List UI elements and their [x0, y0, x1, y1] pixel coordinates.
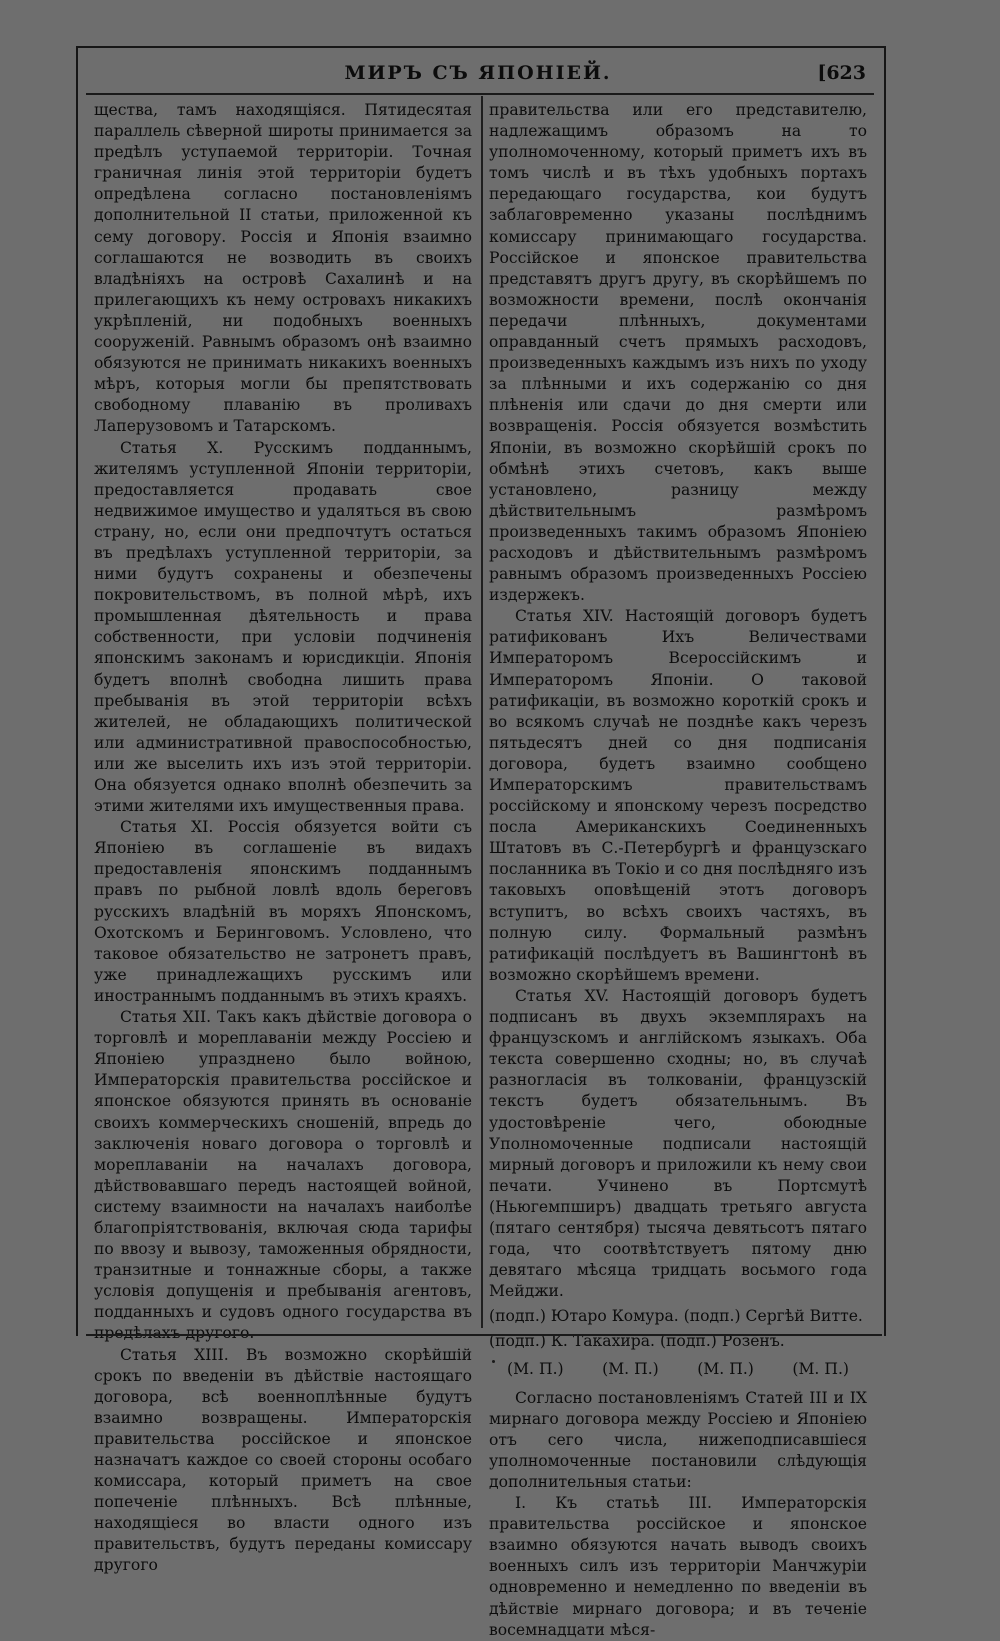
article-13-continuation: правительства или его представителю, надлежащимъ образомъ на то уполномоченному, который приметъ ихъ въ томъ числѣ и въ тѣхъ удобныхъ портахъ передающаго государства, кои будутъ заблаговременно указаны послѣднимъ комиссару принимающаго государства. Россійское и японское правительства представятъ другъ другу, въ скорѣйшемъ по возможности времени, послѣ окончанія передачи плѣнныхъ, документами оправданный счетъ прямыхъ расходовъ, произведенныхъ каждымъ изъ нихъ по уходу за плѣнными и ихъ содержанію со дня плѣненія или сдачи до дня смерти или возвращенія. Россія обязуется возмѣстить Японіи, въ возможно скорѣйшій срокъ по обмѣнѣ этихъ счетовъ, какъ выше установлено, разницу между дѣйствительнымъ размѣромъ произведенныхъ такимъ образомъ Японіею расходовъ и дѣйствительнымъ размѣромъ равнымъ образомъ произведенныхъ Россіею издержекъ. — [489, 101, 867, 605]
right-column — [489, 100, 867, 1639]
print-speck — [492, 1360, 495, 1363]
page-number: [623 — [817, 62, 866, 84]
article-13: Статья XIII. Въ возможно скорѣйшій срокъ по введеніи въ дѣйствіе настоящаго договора, всѣ военноплѣнные будутъ взаимно возвращены. Императорскія правительства россійское и японское назначатъ каждое со своей стороны особаго комиссара, который приметъ на свое попеченіе плѣнныхъ. Всѣ плѣнные, находящіеся во власти одного изъ правительствъ, будутъ переданы комиссару другого — [94, 1345, 472, 1575]
left-column — [94, 100, 472, 1575]
article-14: Статья XIV. Настоящій договоръ будетъ ратификованъ Ихъ Величествами Императоромъ Всероссійскимъ и Императоромъ Японіи. О таковой ратификаціи, въ возможно короткій срокъ и во всякомъ случаѣ не позднѣе какъ черезъ пятьдесятъ дней со дня подписанія договора, будетъ взаимно сообщено Императорскимъ правительствамъ россійскому и японскому черезъ посредство посла Американскихъ Соединенныхъ Штатовъ въ С.-Петербургѣ и французскаго посланника въ Токіо и со дня послѣдняго изъ таковыхъ оповѣщеній этотъ договоръ вступитъ, во всѣхъ своихъ частяхъ, въ полную силу. Формальный размѣнъ ратификацій послѣдуетъ въ Вашингтонѣ въ возможно скорѣйшемъ времени. — [489, 607, 867, 984]
seal-mark: (М. П.) — [507, 1359, 564, 1378]
seal-row — [507, 1359, 849, 1380]
seal-mark: (М. П.) — [697, 1359, 754, 1378]
article-11: Статья XI. Россія обязуется войти съ Японіею въ соглашеніе въ видахъ предоставленія японскимъ подданнымъ правъ по рыбной ловлѣ вдоль береговъ русскихъ владѣній въ моряхъ Японскомъ, Охотскомъ и Беринговомъ. Условлено, что таковое обязательство не затронетъ правъ, уже принадлежащихъ русскимъ или иностраннымъ подданнымъ въ этихъ краяхъ. — [94, 818, 472, 1005]
seal-mark: (М. П.) — [792, 1359, 849, 1378]
signature-line-1: (подп.) Ютаро Комура. (подп.) Сергѣй Витте. — [489, 1307, 863, 1326]
supplementary-article-1: I. Къ статьѣ III. Императорскія правительства россійское и японское взаимно обязуются начать выводъ своихъ военныхъ силъ изъ территоріи Манчжуріи одновременно и немедленно по введеніи въ дѣйствіе мирнаго договора; и въ теченіе восемнадцати мѣся- — [489, 1494, 867, 1639]
signature-line-2: (подп.) К. Такахира. (подп.) Розенъ. — [489, 1332, 785, 1351]
supplementary-intro: Согласно постановленіямъ Статей III и IX мирнаго договора между Россіею и Японіею отъ сего числа, нижеподписавшіеся уполномоченные постановили слѣдующія дополнительныя статьи: — [489, 1388, 867, 1491]
article-12: Статья XII. Такъ какъ дѣйствіе договора о торговлѣ и мореплаваніи между Россіею и Японіею упразднено было войною, Императорскія правительства россійское и японское обязуются принять въ основаніе своихъ коммерческихъ сношеній, впредь до заключенія новаго договора о торговлѣ и мореплаваніи на началахъ договора, дѣйствовавшаго передъ настоящей войной, систему взаимности на началахъ наиболѣе благопріятствованія, включая сюда тарифы по ввозу и вывозу, таможенныя обрядности, транзитные и тоннажные сборы, а также условія допущенія и пребыванія агентовъ, подданныхъ и судовъ одного государства въ предѣлахъ другого. — [94, 1008, 472, 1343]
header-rule — [86, 93, 874, 95]
seal-mark: (М. П.) — [602, 1359, 659, 1378]
running-title: МИРЪ СЪ ЯПОНІЕЙ. — [344, 62, 612, 84]
column-divider — [481, 96, 483, 1328]
paragraph-continuation: щества, тамъ находящіяся. Пятидесятая параллель сѣверной широты принимается за предѣлъ уступаемой территоріи. Точная граничная линія этой территоріи будетъ опредѣлена согласно постановленіямъ дополнительной II статьи, приложенной къ сему договору. Россія и Японія взаимно соглашаются не возводить въ своихъ владѣніяхъ на островѣ Сахалинѣ и на прилегающихъ къ нему островахъ никакихъ укрѣпленій, ни подобныхъ военныхъ сооруженій. Равнымъ образомъ онѣ взаимно обязуются не принимать никакихъ военныхъ мѣръ, которыя могли бы препятствовать свободному плаванію въ проливахъ Лаперузовомъ и Татарскомъ. — [94, 101, 472, 436]
page-header — [78, 58, 878, 92]
footer-rule — [86, 1334, 882, 1336]
article-10: Статья X. Русскимъ подданнымъ, жителямъ уступленной Японіи территоріи, предоставляется продавать свое недвижимое имущество и удаляться въ свою страну, но, если они предпочтутъ остаться въ предѣлахъ уступленной территоріи, за ними будутъ сохранены и обезпечены покровительствомъ, въ полной мѣрѣ, ихъ промышленная дѣятельность и права собственности, при условіи подчиненія японскимъ законамъ и юрисдикціи. Японія будетъ вполнѣ свободна лишить права пребыванія въ этой территоріи всѣхъ жителей, не обладающихъ политической или административной правоспособностью, или же выселить ихъ изъ этой территоріи. Она обязуется однако вполнѣ обезпечить за этими жителями ихъ имущественныя права. — [94, 438, 472, 816]
article-15: Статья XV. Настоящій договоръ будетъ подписанъ въ двухъ экземплярахъ на французскомъ и англійскомъ языкахъ. Оба текста совершенно сходны; но, въ случаѣ разногласія въ толкованіи, французскій текстъ будетъ обязательнымъ. Въ удостовѣреніе чего, обоюдные Уполномоченные подписали настоящій мирный договоръ и приложили къ нему свои печати. Учинено въ Портсмутѣ (Ньюгемпширъ) двадцать третьяго августа (пятаго сентября) тысяча девятьсотъ пятаго года, что соотвѣтствуетъ пятому дню девятаго мѣсяца тридцать восьмого года Мейджи. — [489, 986, 867, 1301]
